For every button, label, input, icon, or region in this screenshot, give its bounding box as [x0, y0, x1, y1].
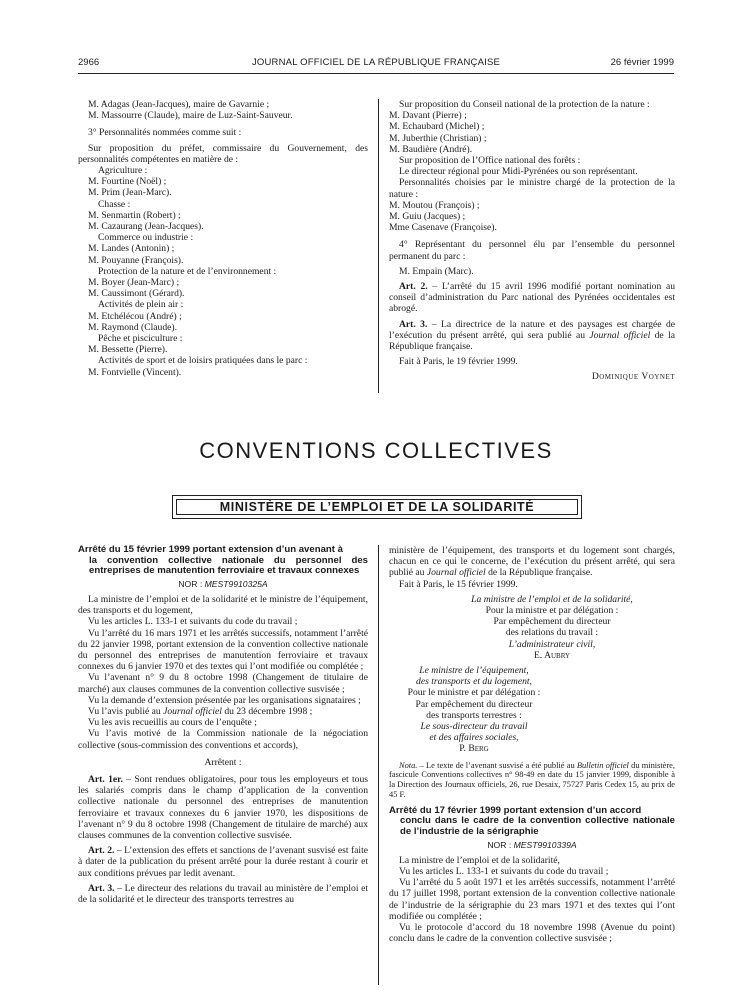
- article-text: – L’extension des effets et sanctions de l’avenant susvisé est faite à dater de la publication du présent arrêté pour la durée restant à courir et aux conditions prévues par ledit avenant.: [78, 845, 369, 879]
- column-divider: [378, 99, 379, 393]
- text-line: M. Boyer (Jean-Marc) ;: [88, 277, 180, 289]
- nor-code: MEST9910325A: [204, 578, 268, 589]
- signature-block-2: [389, 665, 559, 755]
- text-line: 4° Représentant du personnel élu par l’ensemble du personnel permanent du parc :: [389, 239, 675, 262]
- nor-code: MEST9910339A: [513, 839, 577, 850]
- text-line: M. Etchélécou (André) ;: [88, 310, 182, 322]
- page-header: [78, 57, 674, 69]
- title-line: conclu dans le cadre de la convention collective nationale de l’industrie de la sérigraphie: [400, 815, 675, 838]
- journal-ref: Journal officiel: [163, 706, 222, 718]
- decree-title: [78, 545, 368, 577]
- text-line: M. Prim (Jean-Marc).: [88, 187, 172, 199]
- paragraph: Vu la demande d’extension présentée par les organisations signataires ;: [88, 694, 361, 706]
- bottom-left-column: [78, 545, 368, 905]
- paragraph: Vu les avis recueillis au cours de l’enquête ;: [88, 717, 257, 729]
- article-text: – La directrice de la nature et des paysages est chargée de l’exécution du présent arrêté, qui sera publié au: [389, 318, 675, 341]
- note: [389, 761, 675, 800]
- text-line: Sur proposition de l’Office national des forêts :: [399, 155, 581, 167]
- date-line: Fait à Paris, le 19 février 1999.: [399, 356, 518, 368]
- text-line: Agriculture :: [98, 165, 148, 177]
- article-label: Art. 1er.: [88, 774, 123, 786]
- article-text: – Le directeur des relations du travail au ministère de l’emploi et de la solidarité et le directeur des transports terrestres au: [78, 882, 369, 906]
- text-line: M. Caussimont (Gérard).: [88, 288, 185, 300]
- text-line: M. Cazaurang (Jean-Jacques).: [88, 221, 204, 233]
- sig-line: Pour la ministre et par délégation :: [485, 605, 619, 617]
- paragraph: Vu les articles L. 133-1 et suivants du code du travail ;: [88, 616, 298, 628]
- sig-line: L’administrateur civil,: [508, 638, 596, 650]
- column-divider: [378, 545, 379, 985]
- paragraph: Vu le protocole d’accord du 18 novembre 1998 (Avenue du point) conclu dans le cadre de la convention collective susvisée ;: [389, 922, 675, 945]
- text-line: Sur proposition du préfet, commissaire du Gouvernement, des personnalités compétentes en matière de :: [78, 142, 368, 165]
- sig-line: Pour le ministre et par délégation :: [407, 687, 541, 699]
- sig-line: La ministre de l’emploi et de la solidarité,: [471, 593, 633, 605]
- signatory-name: P. Berg: [459, 743, 489, 755]
- text-line: M. Adagas (Jean-Jacques), maire de Gavarnie ;: [88, 99, 270, 110]
- text: ministère de l’équipement, des transports et du logement sont chargés, chacun en ce qui le concerne, de l’exécution du présent arrêté, qui sera publié au: [389, 545, 675, 579]
- text-line: M. Davant (Pierre) ;: [389, 110, 467, 122]
- article-text: de la République française.: [389, 329, 675, 353]
- paragraph: La ministre de l’emploi et de la solidarité,: [399, 854, 560, 866]
- text-line: Sur proposition du Conseil national de la protection de la nature :: [399, 99, 650, 110]
- article-label: Art. 3.: [399, 318, 428, 330]
- sig-line: des relations du travail :: [505, 627, 599, 639]
- text-line: Mme Casenave (Françoise).: [389, 222, 497, 234]
- text-line: M. Moutou (François) ;: [389, 199, 480, 211]
- text-line: 3° Personnalités nommées comme suit :: [88, 127, 242, 139]
- journal-ref: Journal officiel: [426, 567, 486, 579]
- text: Vu l’avis publié au: [88, 706, 164, 718]
- sig-line: des transports terrestres :: [426, 709, 522, 721]
- article-2: [389, 281, 675, 315]
- article-text: – Sont rendues obligatoires, pour tous les employeurs et tous les salariés compris dans le champ d’application de la convention collective nationale du personnel des entreprises de manutention ferroviaire et travaux connexes du 6 janvier 1970, les dispositions de l’avenant n° 9 du 8 octobre 1998 (Changement de titulaire de marché) aux clauses communes de la convention collective susvisée.: [78, 774, 368, 842]
- text: de la République française.: [485, 567, 593, 579]
- text: du ministère, fascicule Conventions collectives n° 98-49 en date du 15 janvier 1999, disponible à la Direction des Journaux officiels, 26, rue Desaix, 75727 Paris Cedex 15, au prix de 45 F.: [389, 760, 675, 800]
- title-line: la convention collective nationale du personnel des entreprises de manutention ferroviaire et travaux connexes: [89, 554, 368, 577]
- article-text: – L’arrêté du 15 avril 1996 modifié portant nomination au conseil d’administration du Parc national des Pyrénées occidentales est abrogé.: [389, 281, 675, 315]
- header-rule: [78, 73, 674, 74]
- text-line: M. Bessette (Pierre).: [88, 344, 168, 356]
- paragraph: Vu l’arrêté du 16 mars 1971 et les arrêtés successifs, notamment l’arrêté du 22 janvier 1998, portant extension de la convention collective nationale du personnel des entreprises de manutention ferroviaire et travaux connexes du 6 janvier 1970 et des textes qui l’ont modifiée ou complétée ;: [78, 627, 368, 673]
- sig-line: Par empêchement du directeur: [493, 616, 611, 628]
- text-line: Activités de sport et de loisirs pratiquées dans le parc :: [98, 355, 308, 367]
- text-line: M. Guiu (Jacques) ;: [389, 211, 466, 223]
- sig-line: des transports et du logement,: [416, 676, 532, 688]
- text-line: M. Baudière (André).: [389, 143, 473, 155]
- article-2: [78, 845, 368, 879]
- article-label: Art. 2.: [399, 281, 428, 293]
- arretent: Arrêtent :: [204, 756, 242, 768]
- text-line: M. Fourtine (Noël) ;: [88, 176, 167, 188]
- text-line: M. Senmartin (Robert) ;: [88, 209, 181, 221]
- paragraph: [78, 706, 368, 717]
- text-line: M. Empain (Marc).: [399, 265, 474, 277]
- section-title: CONVENTIONS COLLECTIVES: [199, 438, 553, 463]
- article-1: [78, 774, 368, 841]
- top-left-column: [78, 99, 368, 378]
- text-line: Protection de la nature et de l’environnement :: [98, 265, 277, 277]
- signature-block-1: [389, 594, 675, 661]
- title-line: Arrêté du 17 février 1999 portant extension d’un accord: [389, 804, 642, 816]
- sig-line: Par empêchement du directeur: [415, 698, 533, 710]
- text-line: Chasse :: [98, 198, 131, 210]
- journal-title: JOURNAL OFFICIEL DE LA RÉPUBLIQUE FRANÇAISE: [251, 57, 501, 68]
- page-number: 2966: [78, 57, 100, 68]
- text-line: M. Fontvielle (Vincent).: [88, 366, 182, 378]
- text-line: M. Echaubard (Michel) ;: [389, 121, 485, 133]
- issue-date: 26 février 1999: [610, 57, 674, 68]
- text-line: M. Landes (Antonin) ;: [88, 243, 175, 255]
- article-label: Art. 2.: [88, 845, 115, 857]
- bulletin-ref: Bulletin officiel: [576, 760, 629, 770]
- text: – Le texte de l’avenant susvisé a été publié au: [417, 760, 577, 770]
- text: du 23 décembre 1998 ;: [221, 706, 313, 718]
- nor-reference: [389, 840, 675, 851]
- signature: Dominique Voynet: [591, 371, 675, 383]
- text-line: M. Pouyanne (François).: [88, 254, 184, 266]
- article-3: [78, 883, 368, 905]
- paragraph: Vu l’arrêté du 5 août 1971 et les arrêtés successifs, notamment l’arrêté du 17 juillet 1998, portant extension de la convention collective nationale de l’industrie de la sérigraphie du 23 mars 1971 et des textes qui l’ont modifiée ou complétée ;: [389, 877, 675, 922]
- text-line: M. Juberthie (Christian) ;: [389, 132, 487, 144]
- paragraph: Vu l’avis motivé de la Commission nationale de la négociation collective (sous-commission des conventions et accords),: [78, 728, 368, 751]
- date-line: Fait à Paris, le 15 février 1999.: [399, 578, 518, 590]
- signatory-name: E. Aubry: [533, 649, 571, 661]
- ministry-box: [172, 495, 582, 519]
- text-line: Activités de plein air :: [98, 299, 184, 311]
- nor-label: NOR :: [178, 578, 205, 589]
- journal-ref: Journal officiel: [589, 329, 651, 341]
- paragraph: Vu l’avenant n° 9 du 8 octobre 1998 (Changement de titulaire de marché) aux clauses communes de la convention collective susvisée ;: [78, 672, 368, 695]
- title-line: Arrêté du 15 février 1999 portant extension d’un avenant à: [78, 544, 343, 555]
- top-right-column: [389, 99, 675, 383]
- sig-line: Le ministre de l’équipement,: [419, 665, 529, 677]
- sig-line: Le sous-directeur du travail: [420, 721, 528, 733]
- nor-label: NOR :: [487, 839, 514, 850]
- paragraph: La ministre de l’emploi et de la solidarité et le ministre de l’équipement, des transports et du logement,: [78, 593, 368, 617]
- text-line: Commerce ou industrie :: [98, 232, 194, 244]
- paragraph: Vu les articles L. 133-1 et suivants du code du travail ;: [399, 866, 609, 878]
- text-line: Personnalités choisies par le ministre chargé de la protection de la nature :: [389, 177, 675, 200]
- nor-reference: [78, 579, 368, 590]
- text-line: M. Raymond (Claude).: [88, 321, 177, 333]
- article-label: Art. 3.: [88, 882, 115, 894]
- bottom-right-column: [389, 545, 675, 944]
- note-label: Nota.: [399, 760, 418, 770]
- article-3: [389, 319, 675, 353]
- text-line: M. Massourre (Claude), maire de Luz-Saint-Sauveur.: [88, 110, 293, 122]
- text-line: Le directeur régional pour Midi-Pyrénées ou son représentant.: [399, 166, 638, 178]
- text-line: Pêche et pisciculture :: [98, 333, 183, 345]
- sig-line: et des affaires sociales,: [429, 732, 519, 744]
- ministry-title: MINISTÈRE DE L’EMPLOI ET DE LA SOLIDARITÉ: [176, 499, 578, 515]
- decree-title: [389, 806, 675, 838]
- paragraph: [389, 545, 675, 579]
